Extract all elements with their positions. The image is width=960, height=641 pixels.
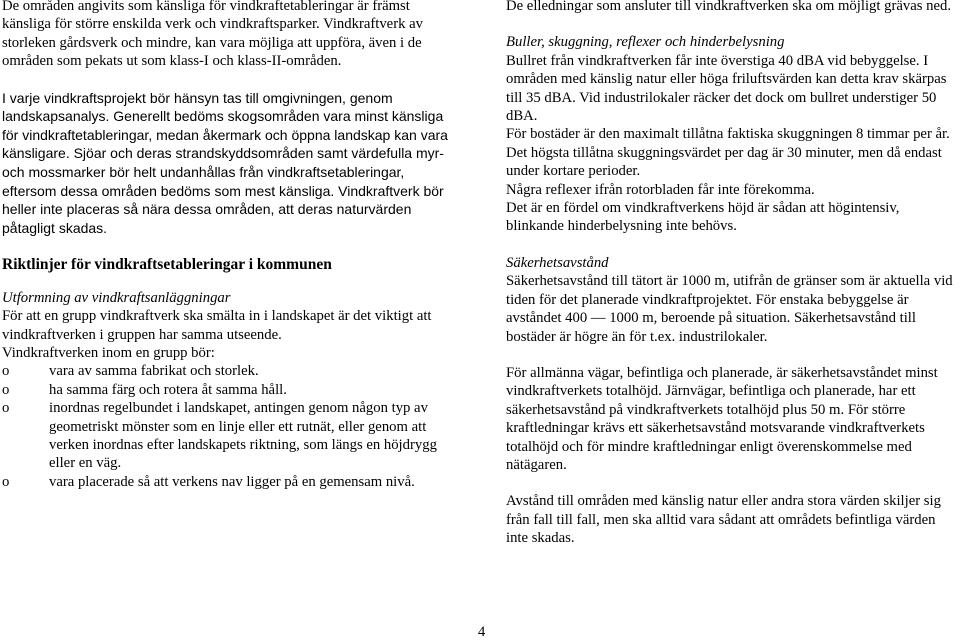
- page-number: 4: [478, 624, 486, 640]
- left-column: [2, 0, 457, 491]
- list-item-text: inordnas regelbundet i landskapet, antingen genom någon typ av geometriskt mönster som en linje eller ett rutnät, eller genom att verken inordnas efter landskapets riktning, som längs en höjdrygg eller en väg.: [49, 400, 437, 472]
- paragraph-shadow: För bostäder är den maximalt tillåtna faktiska skuggningen 8 timmar per år. Det högsta tillåtna skuggningsvärdet per dag är 30 minuter, men då endast under kortare perioder.: [506, 126, 950, 180]
- paragraph-group-appearance: För att en grupp vindkraftverk ska smälta in i landskapet är det viktigt att vindkraftverken i gruppen har samma utseende.: [2, 308, 432, 343]
- paragraph-noise: Bullret från vindkraftverken får inte överstiga 40 dBA vid bebyggelse. I områden med känslig natur eller höga friluftsvärden kan detta krav skärpas till 35 dBA. Vid industrilokaler räcker det dock om bullret understiger 50 dBA.: [506, 52, 947, 125]
- list-item-text: vara av samma fabrikat och storlek.: [49, 363, 259, 380]
- paragraph-roads: För allmänna vägar, befintliga och planerade, är säkerhetsavståndet minst vindkraftverkets totalhöjd. Järnvägar, befintliga och planerade, har ett säkerhetsavstånd på vindkraftverkets totalhöjd plus 50 m. För större kraftledningar krävs ett säkerhetsavstånd motsvarande vindkraftverkets totalhöjd och för mindre kraftledningar enligt överenskommelse med nätägaren.: [506, 364, 938, 473]
- paragraph-obstacle-lights: Det är en fördel om vindkraftverkens höjd är sådan att högintensiv, blinkande hinderbelysning inte behövs.: [506, 200, 900, 235]
- landscape-analysis-text: I varje vindkraftsprojekt bör hänsyn tas till omgivningen, genom landskapsanalys. Generellt bedöms skogsområden vara minst känsliga för vindkraftetableringar, medan åkermark och öppna landskap kan vara känsligare.: [2, 89, 448, 162]
- right-column: [506, 0, 954, 548]
- list-item-text: ha samma färg och rotera åt samma håll.: [49, 381, 287, 398]
- list-item-text: vara placerade så att verkens nav ligger på en gemensam nivå.: [49, 473, 415, 490]
- paragraph-group-should: Vindkraftverken inom en grupp bör:: [2, 345, 215, 361]
- circle-bullet-icon: o: [2, 363, 10, 380]
- paragraph-safety-distance: Säkerhetsavstånd till tätort är 1000 m, utifrån de gränser som är aktuella vid tiden för det planerade vindkraftprojektet. För enstaka bebyggelse är avståndet 400 — 1000 m, beroende på situation. Säkerhetsavstånd till bostäder är högre än för t.ex. industrilokaler.: [506, 273, 953, 345]
- list-item: [2, 399, 457, 473]
- subheading-safety: Säkerhetsavstånd: [506, 254, 609, 271]
- circle-bullet-icon: o: [2, 400, 10, 417]
- lakes-text: Sjöar och deras strandskyddsområden samt värdefulla myr- och mossmarker bör helt undanhållas från vindkraftsetableringar, eftersom dessa områden bedöms som mest känsliga. Vindkraftverk bör heller inte placeras så nära dessa områden, att deras naturvärden påtagligt skadas.: [2, 145, 444, 236]
- subheading-noise: Buller, skuggning, reflexer och hinderbelysning: [506, 34, 785, 51]
- section-heading: Riktlinjer för vindkraftsetableringar i kommunen: [2, 256, 332, 274]
- paragraph-power-lines: De elledningar som ansluter till vindkraftverken ska om möjligt grävas ned.: [506, 0, 951, 14]
- list-item: [2, 381, 457, 399]
- list-item: [2, 362, 457, 380]
- paragraph-landscape-analysis: [2, 89, 457, 238]
- paragraph-nature-distance: Avstånd till områden med känslig natur eller andra stora värden skiljer sig från fall till fall, men ska alltid vara sådant att områdets befintliga värden inte skadas.: [506, 493, 941, 547]
- list-item: [2, 473, 457, 491]
- circle-bullet-icon: o: [2, 473, 10, 490]
- guideline-list: [2, 362, 457, 491]
- paragraph-reflexes: Några reflexer ifrån rotorbladen får inte förekomma.: [506, 181, 815, 198]
- paragraph-sensitive-areas: De områden angivits som känsliga för vindkraftetableringar är främst känsliga för större enskilda verk och vindkraftsparker. Vindkraftverk av storleken gårdsverk och mindre, kan vara möjliga att uppföra, även i de områden som pekats ut som klass-I och klass-II-områden.: [2, 0, 423, 70]
- subheading-design: Utformning av vindkraftsanläggningar: [2, 289, 231, 306]
- circle-bullet-icon: o: [2, 381, 10, 398]
